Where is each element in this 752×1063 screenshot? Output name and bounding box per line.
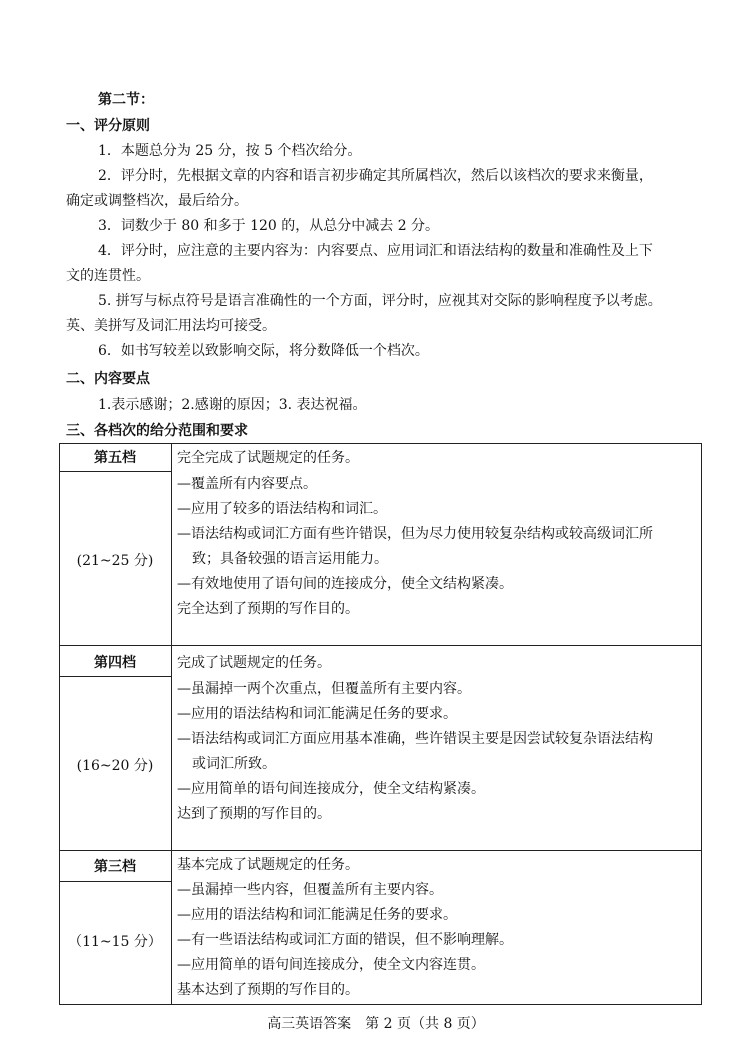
level5-line-4: —语法结构或词汇方面有些许错误，但为尽力使用较复杂结构或较高级词汇所 [177,526,653,542]
content-points: 1.表示感谢；2.感谢的原因；3. 表达祝福。 [98,397,367,413]
level5-line-7: 完全达到了预期的写作目的。 [177,601,359,617]
level4-name: 第四档 [94,655,136,671]
rule-4: 4．评分时，应注意的主要内容为：内容要点、应用词汇和语法结构的数量和准确性及上下 [98,243,653,259]
rule-6: 6．如书写较差以致影响交际，将分数降低一个档次。 [98,343,429,359]
rule-5-cont: 英、美拼写及词汇用法均可接受。 [66,318,276,334]
rule-4-cont: 文的连贯性。 [66,268,150,284]
level3-line-5: —应用简单的语句间连接成分，使全文内容连贯。 [177,957,485,973]
level3-line-3: —应用的语法结构和词汇能满足任务的要求。 [177,907,457,923]
level4-range: (16~20 分) [76,758,154,774]
level4-name-divider [59,676,171,677]
level3-line-1: 基本完成了试题规定的任务。 [177,857,359,873]
level5-line-6: —有效地使用了语句间的连接成分，使全文结构紧凑。 [177,576,513,592]
level4-line-2: —虽漏掉一两个次重点，但覆盖所有主要内容。 [177,681,471,697]
row-divider-level3 [59,850,702,851]
level5-line-2: —覆盖所有内容要点。 [177,476,317,492]
table-column-divider [171,443,172,1005]
rule-2-cont: 确定或调整档次，最后给分。 [66,193,248,209]
rule-1: 1．本题总分为 25 分，按 5 个档次给分。 [98,143,362,159]
level3-line-6: 基本达到了预期的写作目的。 [177,982,359,998]
level3-line-4: —有一些语法结构或词汇方面的错误，但不影响理解。 [177,932,513,948]
heading-scoring-principles: 一、评分原则 [66,118,150,134]
level3-line-2: —虽漏掉一些内容，但覆盖所有主要内容。 [177,882,443,898]
row-divider-level4 [59,645,702,646]
section-title: 第二节： [98,92,154,108]
heading-content-points: 二、内容要点 [66,371,150,387]
level4-line-5: 或词汇所致。 [192,756,276,772]
rule-5: 5. 拼写与标点符号是语言准确性的一个方面，评分时，应视其对交际的影响程度予以考虑。 [98,293,662,309]
level5-name: 第五档 [94,450,136,466]
level4-line-7: 达到了预期的写作目的。 [177,806,331,822]
level4-line-4: —语法结构或词汇方面应用基本准确，些许错误主要是因尝试较复杂语法结构 [177,731,653,747]
level4-line-6: —应用简单的语句间连接成分，使全文结构紧凑。 [177,781,485,797]
level3-range: （11~15 分） [68,934,162,950]
level5-line-5: 致；具备较强的语言运用能力。 [192,551,388,567]
rule-2: 2．评分时，先根据文章的内容和语言初步确定其所属档次，然后以该档次的要求来衡量， [98,168,653,184]
rule-3: 3．词数少于 80 和多于 120 的，从总分中减去 2 分。 [98,218,440,234]
level3-name-divider [59,881,171,882]
level4-line-3: —应用的语法结构和词汇能满足任务的要求。 [177,706,457,722]
heading-grade-levels: 三、各档次的给分范围和要求 [66,423,248,439]
page-footer: 高三英语答案 第 2 页（共 8 页） [267,1016,485,1032]
level5-line-3: —应用了较多的语法结构和词汇。 [177,501,387,517]
level4-line-1: 完成了试题规定的任务。 [177,655,331,671]
level5-line-1: 完全完成了试题规定的任务。 [177,450,359,466]
level5-name-divider [59,471,171,472]
level3-name: 第三档 [94,859,136,875]
level5-range: (21~25 分) [76,553,154,569]
